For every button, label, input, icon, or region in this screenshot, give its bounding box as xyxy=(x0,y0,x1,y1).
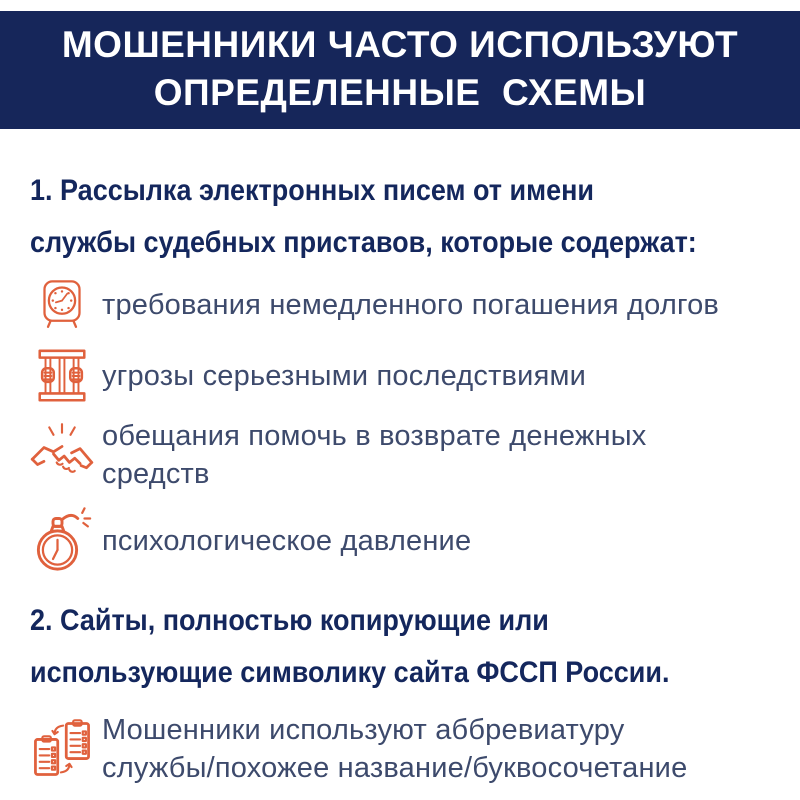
banner-title-line-1: МОШЕННИКИ ЧАСТО ИСПОЛЬЗУЮТ xyxy=(61,24,739,65)
section-2-items xyxy=(0,711,800,787)
list-item-text: требования немедленного погашения долгов xyxy=(102,289,720,321)
section-1-title-line-1: 1. Рассылка электронных писем от имени xyxy=(30,174,595,207)
list-item-text: угрозы серьезными последствиями xyxy=(102,360,587,392)
alarm-clock-icon xyxy=(26,277,98,333)
list-item-text: психологическое давление xyxy=(102,525,472,557)
section-2-title xyxy=(30,595,800,699)
banner-title-line-2: ОПРЕДЕЛЕННЫЕ СХЕМЫ xyxy=(153,72,647,113)
section-2-title-line-1: 2. Сайты, полностью копирующие или xyxy=(30,604,549,637)
list-item-text: Мошенники используют аббревиатуру службы/похожее название/буквосочетание xyxy=(102,714,688,784)
prison-bars-icon xyxy=(26,345,98,407)
handshake-icon xyxy=(26,421,98,489)
list-item xyxy=(26,277,800,333)
time-bomb-icon xyxy=(26,505,98,577)
list-item-text: обещания помочь в возврате денежных средств xyxy=(102,420,647,490)
section-1-title xyxy=(30,165,800,269)
header-banner xyxy=(0,11,800,129)
documents-exchange-icon xyxy=(26,715,98,783)
list-item xyxy=(26,345,800,407)
section-2-title-line-2: использующие символику сайта ФССП России. xyxy=(30,656,670,689)
list-item xyxy=(26,505,800,577)
list-item xyxy=(26,711,800,787)
section-1-items xyxy=(0,277,800,577)
list-item xyxy=(26,417,800,493)
section-1-title-line-2: службы судебных приставов, которые содержат: xyxy=(30,226,697,259)
